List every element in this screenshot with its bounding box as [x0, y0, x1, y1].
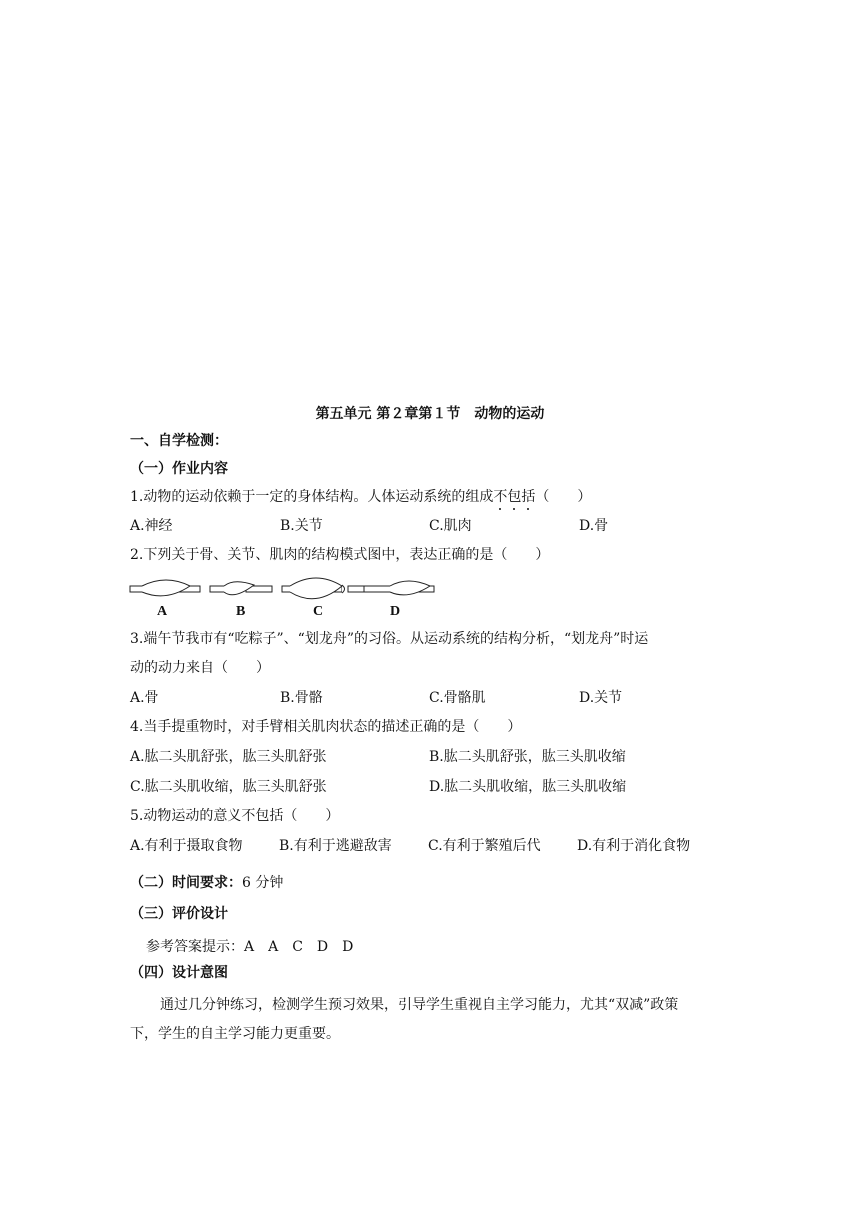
q3-option-c: C.骨骼肌 [429, 690, 486, 706]
q4-option-d: D.肱二头肌收缩，肱三头肌收缩 [429, 779, 627, 795]
question-4: 4.当手提重物时，对手臂相关肌肉状态的描述正确的是（ ） [130, 719, 522, 735]
diagram-a [130, 580, 200, 596]
q4-option-b: B.肱二头肌舒张，肱三头肌收缩 [429, 749, 626, 765]
emphasis-char: 括 [521, 489, 536, 505]
time-requirement-label: （二）时间要求： [130, 875, 242, 891]
q3-option-d: D.关节 [579, 690, 623, 706]
question-2: 2.下列关于骨、关节、肌肉的结构模式图中，表达正确的是（ ） [130, 547, 550, 563]
q1-option-c: C.肌肉 [429, 518, 472, 534]
q3-option-a: A.骨 [130, 690, 159, 706]
emphasis-char: 包 [507, 489, 522, 505]
q5-option-a: A.有利于摄取食物 [130, 838, 243, 854]
diagram-c [282, 578, 372, 599]
answer-hints: 参考答案提示：A A C D D [146, 939, 354, 955]
time-requirement [130, 873, 283, 893]
question-5: 5.动物运动的意义不包括（ ） [130, 808, 340, 824]
question-1-text: 1.动物的运动依赖于一定的身体结构。人体运动系统的组成 [130, 489, 494, 505]
q3-option-b: B.骨骼 [280, 690, 323, 706]
diagram-d [364, 581, 434, 595]
q5-option-d: D.有利于消化食物 [577, 838, 691, 854]
diagram-label-b: B [236, 604, 246, 619]
subheading-design-intent: （四）设计意图 [130, 965, 228, 981]
question-1 [130, 487, 591, 507]
q5-option-c: C.有利于繁殖后代 [428, 838, 541, 854]
question-3-line-2: 动的动力来自（ ） [130, 660, 270, 676]
emphasis-char: 不 [493, 489, 508, 505]
q1-option-d: D.骨 [579, 518, 609, 534]
subheading-homework-content: （一）作业内容 [130, 461, 228, 477]
design-intent-line-2: 下，学生的自主学习能力更重要。 [130, 1026, 340, 1042]
diagram-label-d: D [390, 604, 401, 619]
q1-option-a: A.神经 [130, 518, 173, 534]
diagram-b [210, 582, 272, 595]
subheading-evaluation: （三）评价设计 [130, 906, 228, 922]
q5-option-b: B.有利于逃避敌害 [279, 838, 392, 854]
answer-blank: （ ） [535, 489, 592, 505]
diagram-label-a: A [157, 604, 168, 619]
bone-joint-muscle-diagram [128, 576, 438, 604]
q4-option-a: A.肱二头肌舒张，肱三头肌舒张 [130, 749, 327, 765]
q4-option-c: C.肱二头肌收缩，肱三头肌舒张 [130, 779, 327, 795]
q1-option-b: B.关节 [280, 518, 323, 534]
design-intent-line-1: 通过几分钟练习，检测学生预习效果，引导学生重视自主学习能力，尤其“双减”政策 [160, 997, 679, 1013]
section-heading-self-test: 一、自学检测： [130, 433, 228, 449]
diagram-label-c: C [313, 604, 324, 619]
page-title: 第五单元 第２章第１节 动物的运动 [315, 406, 545, 422]
time-requirement-value: 6 分钟 [242, 875, 284, 891]
question-3-line-1: 3.端午节我市有“吃粽子”、“划龙舟”的习俗。从运动系统的结构分析，“划龙舟”时运 [130, 631, 649, 647]
